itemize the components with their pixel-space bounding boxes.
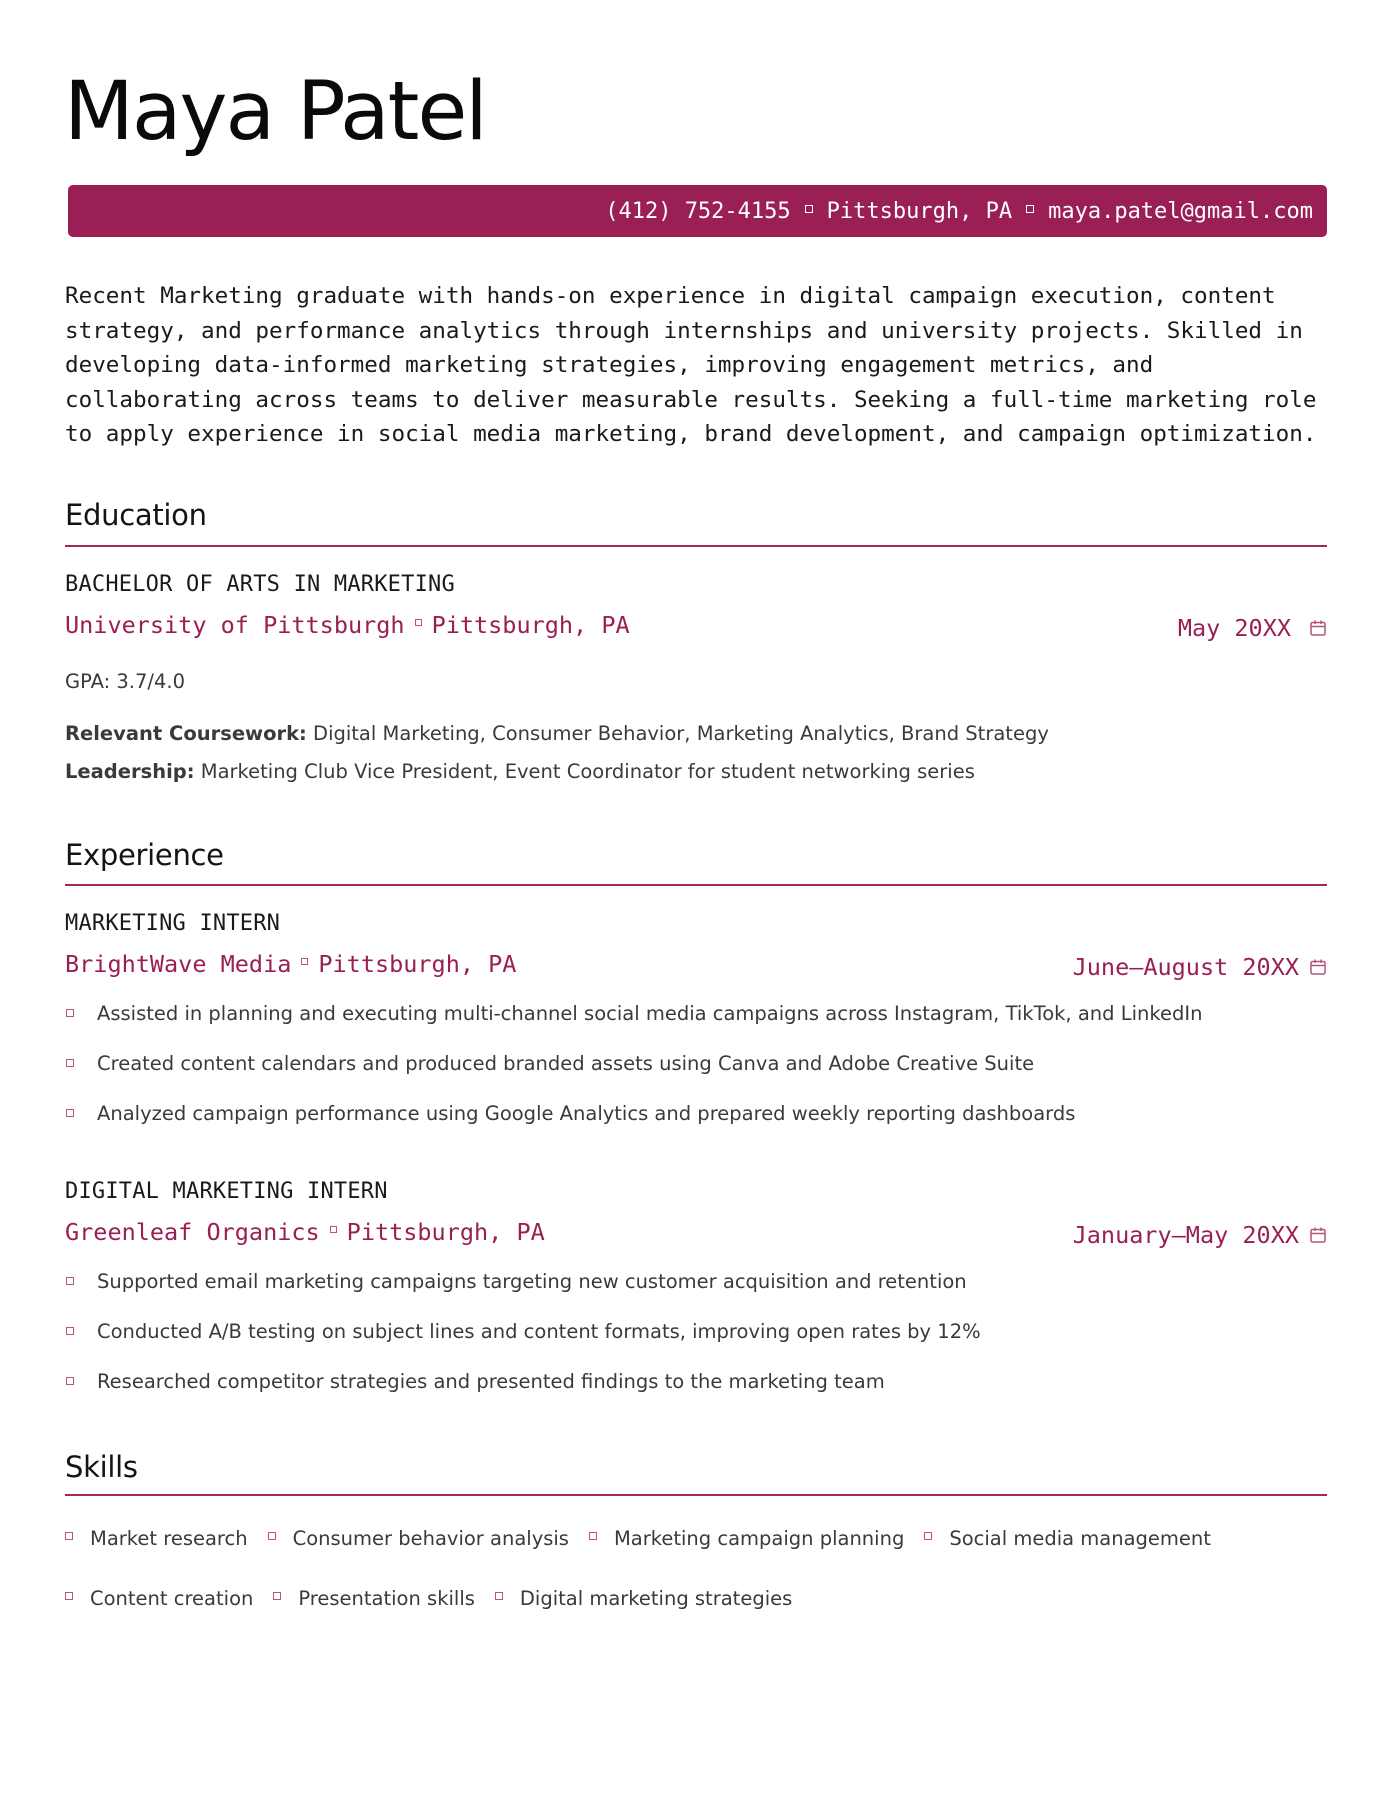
contact-bar — [68, 185, 1327, 237]
bullet-square-icon — [924, 1532, 932, 1540]
bullet-square-icon — [66, 1059, 74, 1067]
job-date-text: January–May 20XX — [1072, 1221, 1299, 1249]
skill-item: Digital marketing strategies — [495, 1585, 792, 1613]
separator-square-icon — [805, 205, 813, 213]
coursework-list: Digital Marketing, Consumer Behavior, Marketing Analytics, Brand Strategy — [306, 722, 1049, 745]
relevant-coursework — [65, 722, 1049, 745]
separator-square-icon — [330, 1226, 337, 1233]
list-item: Supported email marketing campaigns targeting new customer acquisition and retention — [65, 1268, 981, 1318]
job-date-text: June–August 20XX — [1072, 953, 1299, 981]
company-line — [65, 1218, 545, 1246]
bullet-square-icon — [66, 1009, 74, 1017]
job-title: DIGITAL MARKETING INTERN — [65, 1179, 388, 1204]
section-divider — [65, 884, 1327, 886]
skill-item: Consumer behavior analysis — [268, 1525, 569, 1553]
section-title-education: Education — [65, 498, 207, 532]
company-name: Greenleaf Organics — [65, 1218, 320, 1246]
bullet-square-icon — [273, 1592, 281, 1600]
degree-title: BACHELOR OF ARTS IN MARKETING — [65, 572, 455, 597]
contact-phone[interactable]: (412) 752-4155 — [605, 198, 791, 224]
section-divider — [65, 1494, 1327, 1496]
leadership-label: Leadership: — [65, 760, 195, 783]
list-item: Created content calendars and produced branded assets using Canva and Adobe Creative Suite — [65, 1050, 1202, 1100]
skill-item: Content creation — [65, 1585, 253, 1613]
gpa: GPA: 3.7/4.0 — [65, 670, 185, 693]
list-item: Assisted in planning and executing multi-channel social media campaigns across Instagram, TikTok, and LinkedIn — [65, 1000, 1202, 1050]
bullet-square-icon — [66, 1327, 74, 1335]
professional-summary: Recent Marketing graduate with hands-on experience in digital campaign execution, content strategy, and performance analytics through internships and university projects. Skilled in developing data-informed marketing strategies, improving engagement metrics, and collaborating across teams to deliver measurable results. Seeking a full-time marketing role to apply experience in social media marketing, brand development, and campaign optimization. — [65, 283, 1317, 447]
contact-email[interactable]: maya.patel@gmail.com — [1048, 198, 1313, 224]
leadership-list: Marketing Club Vice President, Event Coordinator for student networking series — [194, 760, 975, 783]
list-item: Conducted A/B testing on subject lines and content formats, improving open rates by 12% — [65, 1318, 981, 1368]
skill-item: Social media management — [924, 1525, 1211, 1553]
school-name: University of Pittsburgh — [65, 611, 405, 639]
skill-item: Market research — [65, 1525, 248, 1553]
bullet-square-icon — [65, 1592, 73, 1600]
separator-square-icon — [301, 958, 308, 965]
coursework-label: Relevant Coursework: — [65, 722, 307, 745]
leadership — [65, 760, 975, 783]
job-bullets — [65, 1268, 981, 1418]
bullet-square-icon — [66, 1109, 74, 1117]
candidate-name: Maya Patel — [64, 65, 486, 159]
company-line — [65, 950, 516, 978]
calendar-icon — [1309, 958, 1327, 976]
calendar-icon — [1309, 619, 1327, 637]
graduation-date: May 20XX — [1177, 614, 1291, 642]
bullet-square-icon — [495, 1592, 503, 1600]
bullet-square-icon — [66, 1277, 74, 1285]
section-title-skills: Skills — [65, 1450, 138, 1484]
skill-item: Presentation skills — [273, 1585, 475, 1613]
job-date — [1073, 953, 1327, 981]
education-date — [1178, 614, 1327, 642]
list-item: Analyzed campaign performance using Google Analytics and prepared weekly reporting dashboards — [65, 1100, 1202, 1150]
bullet-square-icon — [66, 1377, 74, 1385]
company-location: Pittsburgh, PA — [346, 1218, 545, 1246]
separator-square-icon — [1026, 205, 1034, 213]
bullet-square-icon — [65, 1532, 73, 1540]
list-item: Researched competitor strategies and presented findings to the marketing team — [65, 1368, 981, 1418]
section-title-experience: Experience — [65, 838, 224, 872]
separator-square-icon — [415, 619, 422, 626]
calendar-icon — [1309, 1226, 1327, 1244]
school-location: Pittsburgh, PA — [431, 611, 630, 639]
job-date — [1073, 1221, 1327, 1249]
job-bullets — [65, 1000, 1202, 1150]
job-title: MARKETING INTERN — [65, 911, 281, 936]
contact-location: Pittsburgh, PA — [826, 198, 1013, 224]
bullet-square-icon — [268, 1532, 276, 1540]
school-line — [65, 611, 630, 639]
skill-item: Marketing campaign planning — [589, 1525, 904, 1553]
company-name: BrightWave Media — [65, 950, 292, 978]
company-location: Pittsburgh, PA — [318, 950, 517, 978]
bullet-square-icon — [589, 1532, 597, 1540]
skills-list — [65, 1525, 1325, 1613]
section-divider — [65, 545, 1327, 547]
